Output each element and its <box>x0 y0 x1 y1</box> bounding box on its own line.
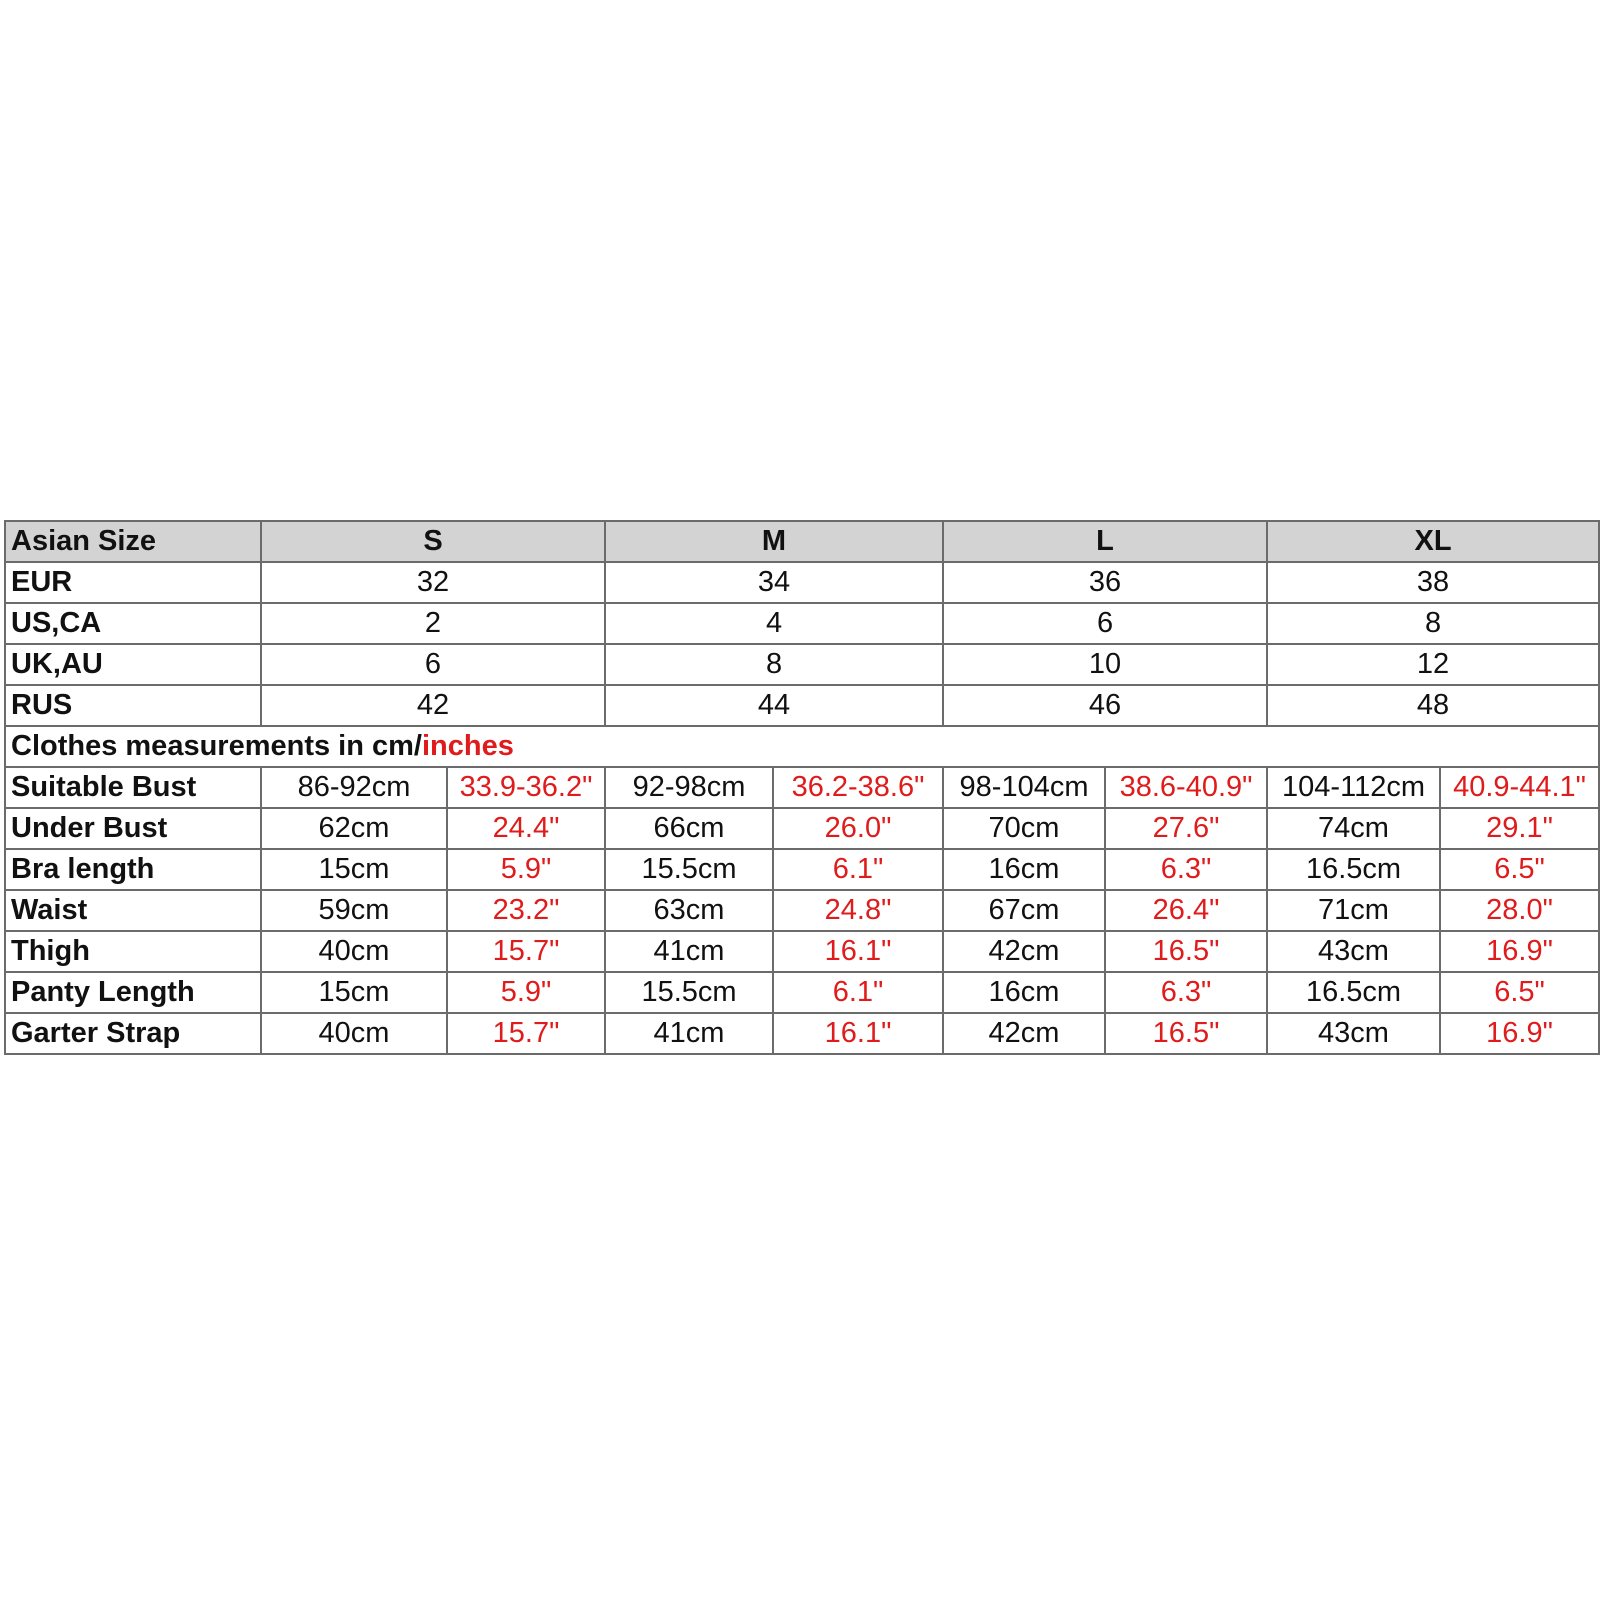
conversion-value: 32 <box>261 562 605 603</box>
measurement-value-cm: 42cm <box>943 1013 1105 1054</box>
measurement-value-cm: 41cm <box>605 1013 773 1054</box>
measurement-value-inches: 36.2-38.6" <box>773 767 943 808</box>
measurement-label: Suitable Bust <box>5 767 261 808</box>
measurement-value-cm: 66cm <box>605 808 773 849</box>
measurement-value-cm: 62cm <box>261 808 447 849</box>
measurement-value-inches: 24.8" <box>773 890 943 931</box>
measurement-value-cm: 15.5cm <box>605 849 773 890</box>
size-xl-header: XL <box>1267 521 1599 562</box>
measurement-value-inches: 33.9-36.2" <box>447 767 605 808</box>
measurement-value-cm: 40cm <box>261 1013 447 1054</box>
measurement-value-inches: 29.1" <box>1440 808 1599 849</box>
section-row <box>5 726 1599 767</box>
measurement-value-cm: 86-92cm <box>261 767 447 808</box>
measurement-value-cm: 70cm <box>943 808 1105 849</box>
conversion-value: 36 <box>943 562 1267 603</box>
measurement-value-cm: 71cm <box>1267 890 1440 931</box>
conversion-value: 8 <box>605 644 943 685</box>
measurement-value-cm: 16cm <box>943 849 1105 890</box>
measurement-row <box>5 767 1599 808</box>
measurement-row <box>5 890 1599 931</box>
measurement-value-inches: 16.5" <box>1105 1013 1267 1054</box>
measurement-value-inches: 6.3" <box>1105 849 1267 890</box>
conversion-value: 4 <box>605 603 943 644</box>
measurement-value-inches: 26.0" <box>773 808 943 849</box>
measurement-row <box>5 931 1599 972</box>
measurement-value-inches: 15.7" <box>447 1013 605 1054</box>
measurement-value-inches: 24.4" <box>447 808 605 849</box>
conversion-value: 38 <box>1267 562 1599 603</box>
measurement-value-cm: 98-104cm <box>943 767 1105 808</box>
measurement-row <box>5 808 1599 849</box>
size-m-header: M <box>605 521 943 562</box>
size-s-header: S <box>261 521 605 562</box>
header-label: Asian Size <box>5 521 261 562</box>
measurement-value-cm: 40cm <box>261 931 447 972</box>
measurement-label: Waist <box>5 890 261 931</box>
measurement-value-inches: 40.9-44.1" <box>1440 767 1599 808</box>
conversion-row-rus <box>5 685 1599 726</box>
conversion-value: 12 <box>1267 644 1599 685</box>
measurement-value-inches: 6.3" <box>1105 972 1267 1013</box>
measurement-value-inches: 16.1" <box>773 1013 943 1054</box>
conversion-label: RUS <box>5 685 261 726</box>
conversion-value: 34 <box>605 562 943 603</box>
measurement-value-inches: 26.4" <box>1105 890 1267 931</box>
measurement-value-inches: 6.5" <box>1440 972 1599 1013</box>
measurement-value-cm: 15.5cm <box>605 972 773 1013</box>
measurement-value-inches: 28.0" <box>1440 890 1599 931</box>
measurement-value-inches: 16.9" <box>1440 931 1599 972</box>
size-chart-body <box>5 521 1599 1054</box>
measurement-row <box>5 849 1599 890</box>
conversion-value: 8 <box>1267 603 1599 644</box>
conversion-row-us-ca <box>5 603 1599 644</box>
measurement-value-inches: 15.7" <box>447 931 605 972</box>
measurement-value-inches: 16.9" <box>1440 1013 1599 1054</box>
size-l-header: L <box>943 521 1267 562</box>
conversion-value: 46 <box>943 685 1267 726</box>
measurement-value-cm: 63cm <box>605 890 773 931</box>
measurement-value-inches: 38.6-40.9" <box>1105 767 1267 808</box>
measurement-label: Bra length <box>5 849 261 890</box>
conversion-label: US,CA <box>5 603 261 644</box>
measurement-label: Panty Length <box>5 972 261 1013</box>
measurement-value-cm: 16.5cm <box>1267 972 1440 1013</box>
conversion-value: 10 <box>943 644 1267 685</box>
measurement-value-inches: 23.2" <box>447 890 605 931</box>
measurement-value-cm: 74cm <box>1267 808 1440 849</box>
measurement-row <box>5 972 1599 1013</box>
measurement-value-inches: 16.1" <box>773 931 943 972</box>
measurement-value-cm: 43cm <box>1267 931 1440 972</box>
measurement-value-inches: 6.1" <box>773 972 943 1013</box>
measurement-value-cm: 15cm <box>261 972 447 1013</box>
conversion-value: 48 <box>1267 685 1599 726</box>
measurement-value-cm: 59cm <box>261 890 447 931</box>
section-title <box>5 726 1599 767</box>
measurement-value-cm: 15cm <box>261 849 447 890</box>
section-title-prefix: Clothes measurements in cm/ <box>11 730 422 762</box>
measurement-value-inches: 6.1" <box>773 849 943 890</box>
measurement-value-inches: 6.5" <box>1440 849 1599 890</box>
conversion-value: 42 <box>261 685 605 726</box>
measurement-value-cm: 67cm <box>943 890 1105 931</box>
measurement-row <box>5 1013 1599 1054</box>
measurement-label: Under Bust <box>5 808 261 849</box>
header-row <box>5 521 1599 562</box>
conversion-label: EUR <box>5 562 261 603</box>
conversion-row-uk-au <box>5 644 1599 685</box>
conversion-value: 6 <box>261 644 605 685</box>
measurement-value-inches: 27.6" <box>1105 808 1267 849</box>
conversion-value: 2 <box>261 603 605 644</box>
measurement-value-cm: 41cm <box>605 931 773 972</box>
measurement-value-inches: 5.9" <box>447 972 605 1013</box>
conversion-label: UK,AU <box>5 644 261 685</box>
conversion-row-eur <box>5 562 1599 603</box>
size-chart-table <box>4 520 1600 1055</box>
measurement-value-cm: 16.5cm <box>1267 849 1440 890</box>
conversion-value: 6 <box>943 603 1267 644</box>
measurement-value-inches: 5.9" <box>447 849 605 890</box>
measurement-label: Thigh <box>5 931 261 972</box>
measurement-value-cm: 92-98cm <box>605 767 773 808</box>
measurement-value-cm: 42cm <box>943 931 1105 972</box>
measurement-value-inches: 16.5" <box>1105 931 1267 972</box>
measurement-value-cm: 16cm <box>943 972 1105 1013</box>
conversion-value: 44 <box>605 685 943 726</box>
measurement-value-cm: 43cm <box>1267 1013 1440 1054</box>
measurement-value-cm: 104-112cm <box>1267 767 1440 808</box>
section-title-inches: inches <box>421 730 514 762</box>
measurement-label: Garter Strap <box>5 1013 261 1054</box>
